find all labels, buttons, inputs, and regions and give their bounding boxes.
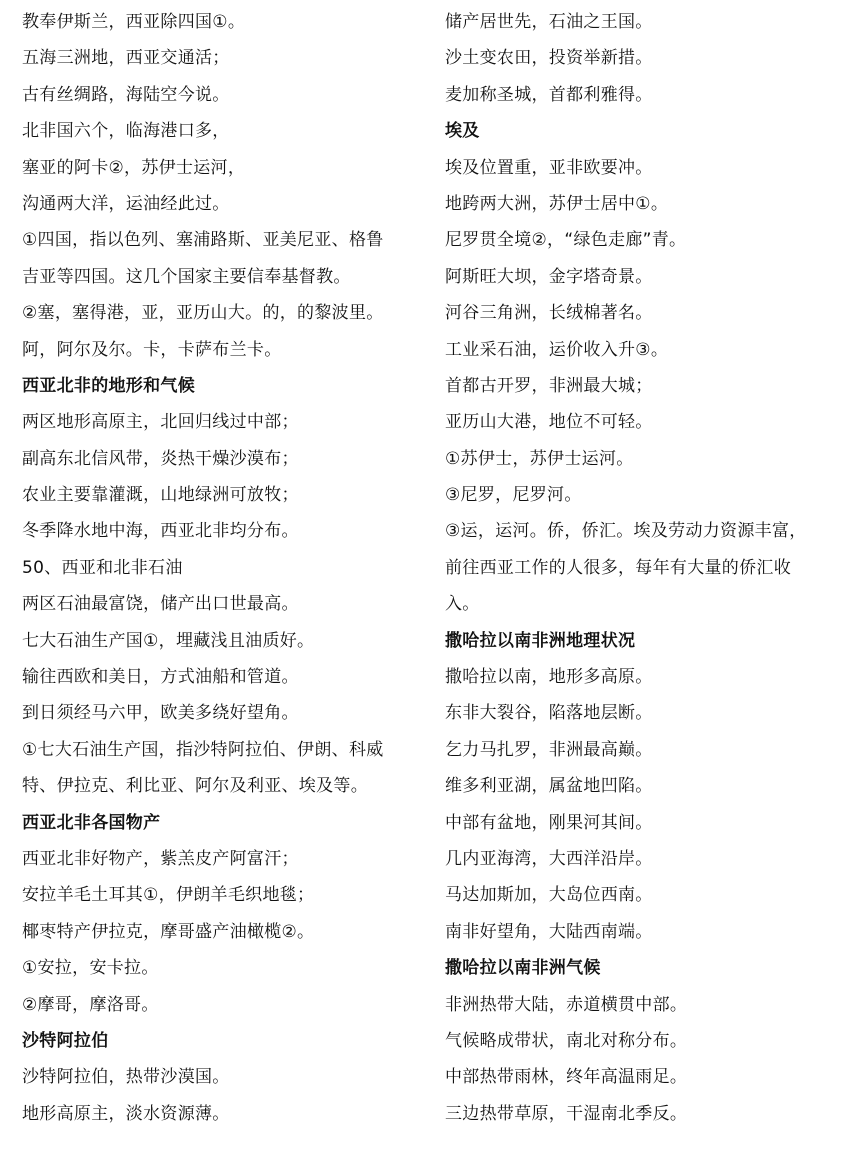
text-line: ①七大石油生产国，指沙特阿拉伯、伊朗、科威 [22,739,384,760]
text-line: 几内亚海湾，大西洋沿岸。 [445,848,653,869]
section-heading: 沙特阿拉伯 [22,1030,109,1051]
text-line: 撒哈拉以南，地形多高原。 [445,667,653,688]
text-line: 椰枣特产伊拉克，摩哥盛产油橄榄②。 [22,921,315,942]
text-line: 三边热带草原，干湿南北季反。 [445,1103,688,1124]
text-line: 中部有盆地，刚果河其间。 [445,812,653,833]
text-line: 工业采石油，运价收入升③。 [445,339,669,360]
section-heading: 西亚北非各国物产 [22,812,161,833]
text-line: 塞亚的阿卡②，苏伊士运河， [22,157,246,178]
text-line: 特、伊拉克、利比亚、阿尔及利亚、埃及等。 [22,776,368,797]
text-line: 两区石油最富饶，储产出口世最高。 [22,594,299,615]
section-heading: 埃及 [445,121,480,142]
text-line: 南非好望角，大陆西南端。 [445,921,653,942]
text-line: 古有丝绸路，海陆空今说。 [22,84,230,105]
text-line: 五海三洲地，西亚交通活； [22,48,230,69]
section-heading: 撒哈拉以南非洲气候 [445,958,601,979]
text-line: 阿，阿尔及尔。卡，卡萨布兰卡。 [22,339,282,360]
text-line: 沟通两大洋，运油经此过。 [22,193,230,214]
text-line: 冬季降水地中海，西亚北非均分布。 [22,521,299,542]
text-line: 阿斯旺大坝，金字塔奇景。 [445,266,653,287]
text-line: 北非国六个，临海港口多， [22,121,230,142]
text-line: 教奉伊斯兰，西亚除四国①。 [22,12,246,32]
text-line: ①安拉，安卡拉。 [22,958,159,979]
section-heading: 西亚北非的地形和气候 [22,375,195,396]
text-line: 七大石油生产国①，埋藏浅且油质好。 [22,630,315,651]
text-line: 入。 [445,594,480,615]
text-line: 麦加称圣城，首都利雅得。 [445,84,653,105]
text-line: 两区地形高原主，北回归线过中部； [22,412,299,433]
left-text-column [22,4,434,1132]
text-line: ②塞，塞得港，亚，亚历山大。的，的黎波里。 [22,303,384,324]
text-line: 沙土变农田，投资举新措。 [445,48,653,69]
text-line: 储产居世先，石油之王国。 [445,12,653,32]
text-line: ③尼罗，尼罗河。 [445,485,582,506]
text-line: 输往西欧和美日，方式油船和管道。 [22,667,299,688]
text-line: 维多利亚湖，属盆地凹陷。 [445,776,653,797]
text-line: 副高东北信风带，炎热干燥沙漠布； [22,448,299,469]
text-line: 乞力马扎罗，非洲最高巅。 [445,739,653,760]
text-line: 地跨两大洲，苏伊士居中①。 [445,193,669,214]
text-line: 东非大裂谷，陷落地层断。 [445,703,653,724]
text-line: 埃及位置重，亚非欧要冲。 [445,157,653,178]
text-line: ③运，运河。侨，侨汇。埃及劳动力资源丰富， [445,521,807,542]
text-line: 首都古开罗，非洲最大城； [445,375,653,396]
text-line: 农业主要靠灌溉，山地绿洲可放牧； [22,485,299,506]
text-line: 地形高原主，淡水资源薄。 [22,1103,230,1124]
text-line: 50、西亚和北非石油 [22,557,183,578]
text-line: ①四国，指以色列、塞浦路斯、亚美尼亚、格鲁 [22,230,384,251]
right-text-column [445,4,843,1132]
text-line: 尼罗贯全境②，“绿色走廊”青。 [445,230,687,251]
text-line: 亚历山大港，地位不可轻。 [445,412,653,433]
text-line: 沙特阿拉伯，热带沙漠国。 [22,1067,230,1088]
text-line: 河谷三角洲，长绒棉著名。 [445,303,653,324]
text-line: 前往西亚工作的人很多，每年有大量的侨汇收 [445,557,791,578]
text-line: 到日须经马六甲，欧美多绕好望角。 [22,703,299,724]
text-line: 吉亚等四国。这几个国家主要信奉基督教。 [22,266,351,287]
text-line: 西亚北非好物产，紫羔皮产阿富汗； [22,848,299,869]
text-line: 中部热带雨林，终年高温雨足。 [445,1067,688,1088]
text-line: 马达加斯加，大岛位西南。 [445,885,653,906]
text-line: 气候略成带状，南北对称分布。 [445,1030,688,1051]
section-heading: 撒哈拉以南非洲地理状况 [445,630,636,651]
text-line: ②摩哥，摩洛哥。 [22,994,159,1015]
text-line: 安拉羊毛土耳其①，伊朗羊毛织地毯； [22,885,315,906]
text-line: 非洲热带大陆，赤道横贯中部。 [445,994,688,1015]
text-line: ①苏伊士，苏伊士运河。 [445,448,634,469]
